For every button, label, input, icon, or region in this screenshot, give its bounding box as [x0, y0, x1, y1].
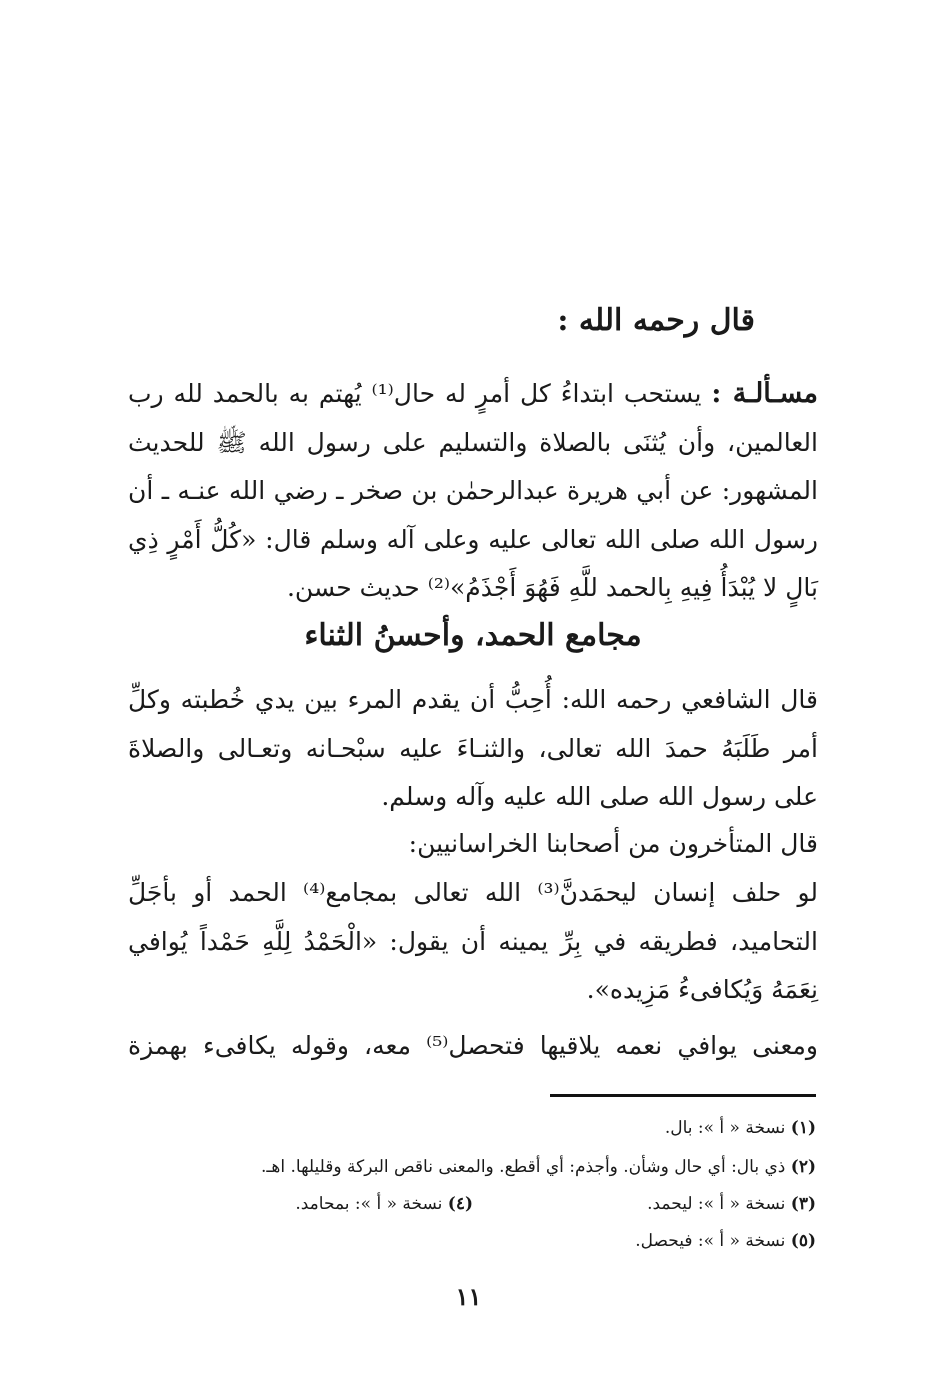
footnote-1 — [665, 1116, 816, 1140]
footnote-text: نسخة « أ »: فيحصل. — [635, 1231, 786, 1251]
footnote-number: (٢) — [790, 1157, 816, 1177]
footnote-number: (٣) — [790, 1194, 816, 1214]
footnote-text: نسخة « أ »: بال. — [664, 1118, 786, 1138]
paragraph-masala — [128, 370, 818, 613]
masala-text: يستحب ابتداءُ كل أمرٍ له حال⁽¹⁾ يُهتم به بالحمد لله رب العالمين، وأن يُثنَى بالصلاة والتسليم على رسول الله ﷺ للحديث المشهور: عن أبي هريرة عبدالرحمٰن بن صخر ـ رضي الله عنـه ـ أن رسول الله صلى الله تعالى عليه وعلى آله وسلم قال: «كُلُّ أَمْرٍ ذِي بَالٍ لا يُبْدَأُ فِيهِ بِالحمد للَّهِ فَهُوَ أَجْذَمُ»⁽²⁾ حديث حسن. — [128, 379, 818, 602]
footnote-text: نسخة « أ »: بمحامد. — [295, 1194, 443, 1214]
footnote-text: ذي بال: أي حال وشأن. وأجذم: أي أقطع. والمعنى ناقص البركة وقليلها. اهـ. — [261, 1157, 786, 1177]
footnote-number: (٤) — [447, 1194, 473, 1214]
footnote-divider — [550, 1094, 816, 1097]
paragraph-oath: لو حلف إنسان ليحمَدنَّ⁽³⁾ الله تعالى بمجامع⁽⁴⁾ الحمد أو بأجَلِّ التحاميد، فطريقه في بِرِّ يمينه أن يقول: «الْحَمْدُ لِلَّهِ حَمْداً يُوافي نِعَمَهُ وَيُكافىءُ مَزِيده». — [128, 878, 818, 1004]
footnote-2 — [261, 1155, 816, 1179]
page-number: ١١ — [455, 1282, 482, 1311]
subheading: مجامع الحمد، وأحسنُ الثناء — [304, 618, 642, 653]
footnote-number: (٥) — [790, 1231, 816, 1251]
footnote-5 — [635, 1229, 816, 1253]
paragraph-shafii: قال الشافعي رحمه الله: أُحِبُّ أن يقدم المرء بين يدي خُطبته وكلِّ أمر طَلَبَهُ حمدَ الله تعالى، والثنـاءَ عليه سبْحـانه وتعـالى والصلاةَ على رسول الله صلى الله عليه وآله وسلم. — [128, 685, 818, 811]
masala-label: مسـألـة : — [711, 378, 818, 409]
footnote-number: (١) — [790, 1118, 816, 1138]
paragraph-meaning: ومعنى يوافي نعمه يلاقيها فتحصل⁽⁵⁾ معه، وقوله يكافىء بهمزة — [128, 1031, 818, 1060]
footnote-4 — [295, 1192, 473, 1216]
section-heading: قال رحمه الله : — [557, 303, 755, 338]
footnote-3 — [647, 1192, 816, 1216]
paragraph-khurasani: قال المتأخرون من أصحابنا الخراسانيين: — [408, 829, 818, 858]
footnote-text: نسخة « أ »: ليحمد. — [647, 1194, 786, 1214]
